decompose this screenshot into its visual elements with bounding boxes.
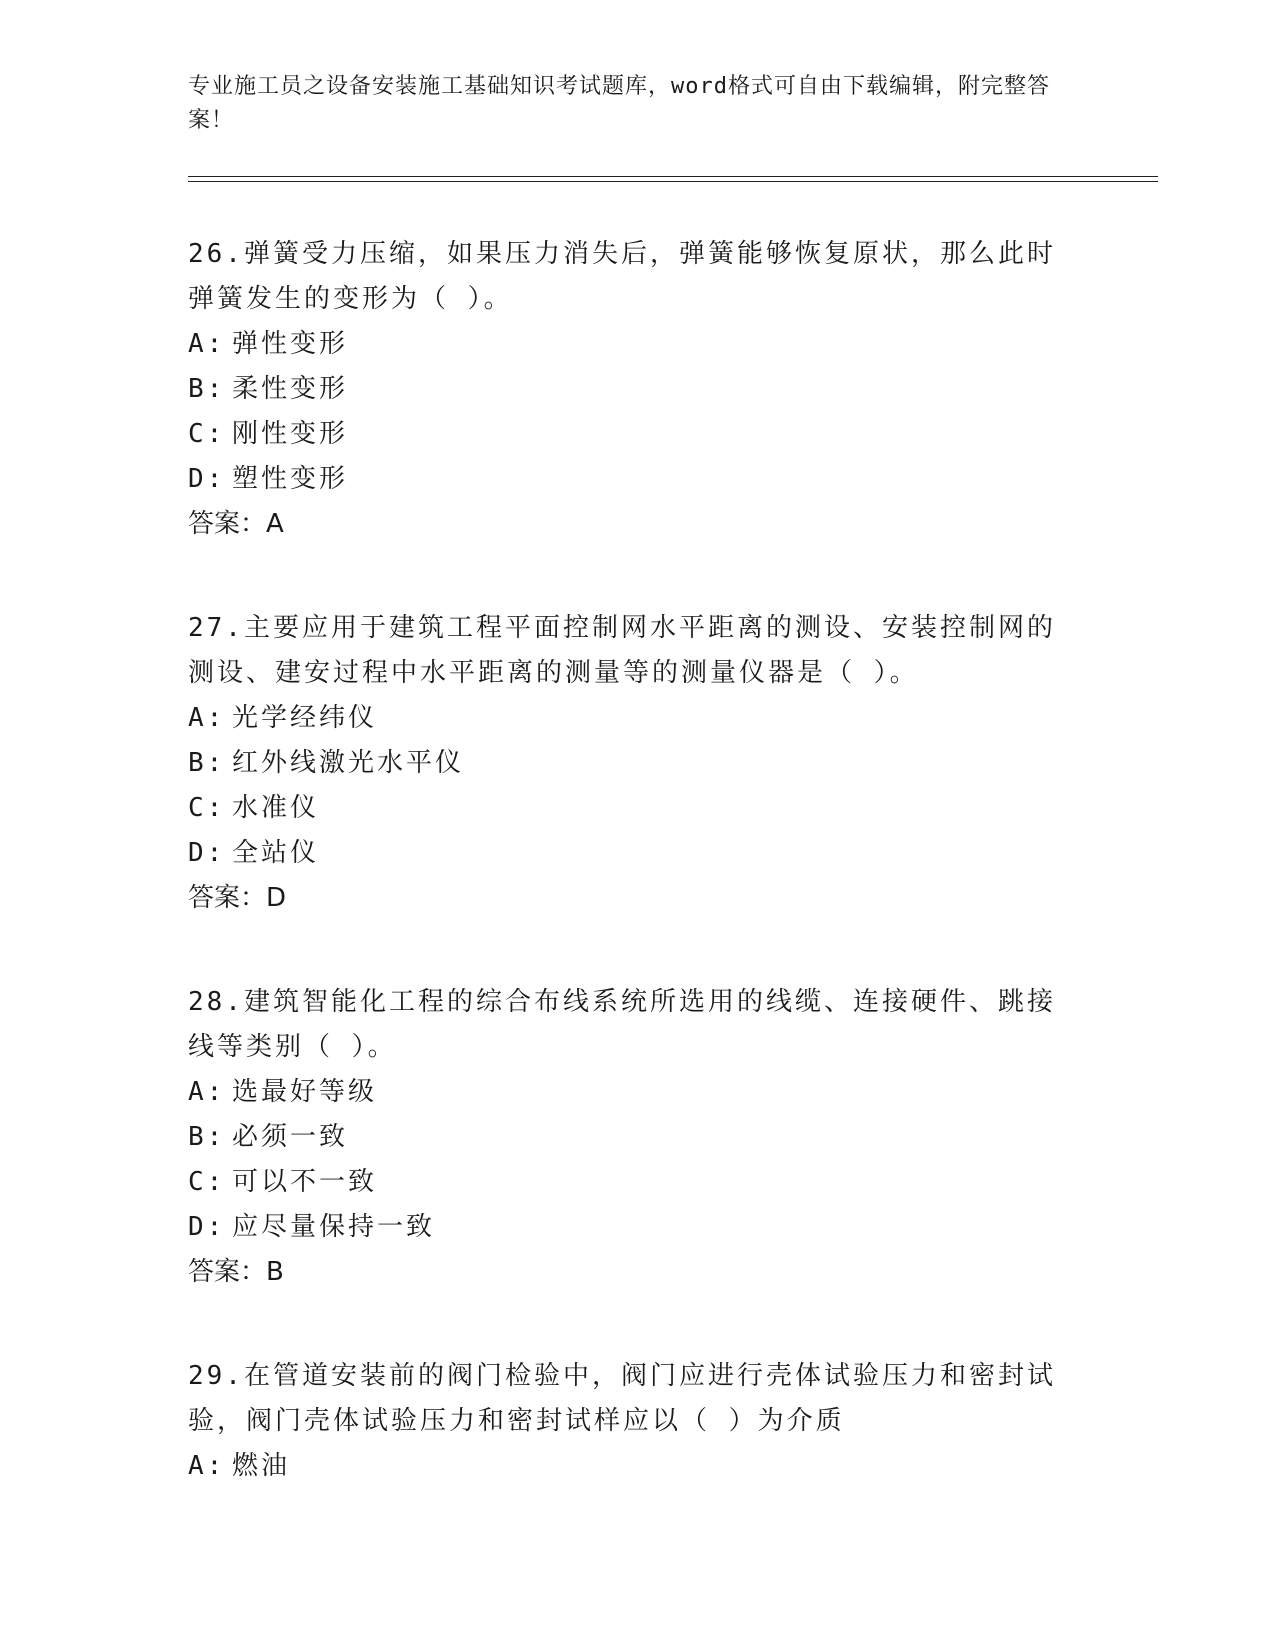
question-number: 26. <box>188 239 244 269</box>
option-c <box>188 412 1158 457</box>
option-text: 红外线激光水平仪 <box>232 748 465 778</box>
option-letter: A: <box>188 703 226 733</box>
option-letter: D: <box>188 838 226 868</box>
question-stem: 主要应用于建筑工程平面控制网水平距离的测设、安装控制网的测设、建安过程中水平距离的测量等的测量仪器是（ ）。 <box>188 613 1056 688</box>
option-text: 刚性变形 <box>232 419 349 449</box>
header-divider <box>188 176 1158 182</box>
question-text <box>188 232 1068 322</box>
question-stem: 建筑智能化工程的综合布线系统所选用的线缆、连接硬件、跳接线等类别（ ）。 <box>188 987 1056 1062</box>
option-letter: C: <box>188 1167 226 1197</box>
option-text: 选最好等级 <box>232 1077 378 1107</box>
option-b <box>188 1115 1158 1160</box>
option-d <box>188 457 1158 502</box>
question-number: 28. <box>188 987 244 1017</box>
option-c <box>188 1160 1158 1205</box>
answer: 答案：D <box>188 883 287 913</box>
question-28 <box>188 980 1158 1295</box>
option-text: 水准仪 <box>232 793 320 823</box>
option-letter: C: <box>188 793 226 823</box>
question-stem: 在管道安装前的阀门检验中，阀门应进行壳体试验压力和密封试验，阀门壳体试验压力和密封试样应以（ ）为介质 <box>188 1361 1056 1436</box>
question-text <box>188 606 1068 696</box>
divider-line-top <box>188 176 1158 177</box>
document-page <box>188 70 1158 1489</box>
option-text: 塑性变形 <box>232 464 349 494</box>
divider-line-bottom <box>188 181 1158 182</box>
answer: 答案：B <box>188 1257 284 1287</box>
option-letter: A: <box>188 329 226 359</box>
option-text: 燃油 <box>232 1451 291 1481</box>
question-number: 27. <box>188 613 244 643</box>
option-letter: B: <box>188 374 226 404</box>
option-text: 柔性变形 <box>232 374 349 404</box>
answer: 答案：A <box>188 509 284 539</box>
option-d <box>188 831 1158 876</box>
question-stem: 弹簧受力压缩，如果压力消失后，弹簧能够恢复原状，那么此时弹簧发生的变形为（ ）。 <box>188 239 1056 314</box>
option-letter: D: <box>188 464 226 494</box>
option-text: 必须一致 <box>232 1122 349 1152</box>
option-text: 可以不一致 <box>232 1167 378 1197</box>
document-header: 专业施工员之设备安装施工基础知识考试题库，word格式可自由下载编辑，附完整答案！ <box>188 74 1050 133</box>
question-26 <box>188 232 1158 547</box>
option-text: 光学经纬仪 <box>232 703 378 733</box>
option-a <box>188 1444 1158 1489</box>
option-b <box>188 367 1158 412</box>
option-letter: C: <box>188 419 226 449</box>
question-29 <box>188 1354 1158 1489</box>
option-letter: D: <box>188 1212 226 1242</box>
option-letter: B: <box>188 1122 226 1152</box>
option-text: 弹性变形 <box>232 329 349 359</box>
option-d <box>188 1205 1158 1250</box>
option-letter: A: <box>188 1077 226 1107</box>
option-letter: B: <box>188 748 226 778</box>
question-number: 29. <box>188 1361 244 1391</box>
question-text <box>188 1354 1068 1444</box>
question-text <box>188 980 1068 1070</box>
option-c <box>188 786 1158 831</box>
option-text: 应尽量保持一致 <box>232 1212 436 1242</box>
option-a <box>188 696 1158 741</box>
option-b <box>188 741 1158 786</box>
option-a <box>188 1070 1158 1115</box>
question-27 <box>188 606 1158 921</box>
option-letter: A: <box>188 1451 226 1481</box>
option-text: 全站仪 <box>232 838 320 868</box>
option-a <box>188 322 1158 367</box>
